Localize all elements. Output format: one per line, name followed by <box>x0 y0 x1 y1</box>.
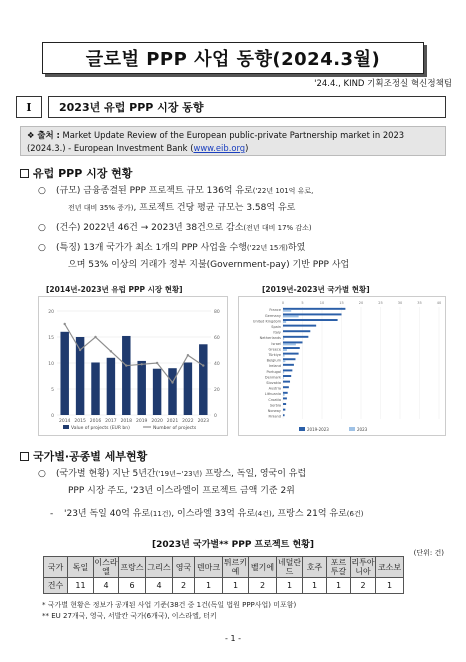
bar <box>137 361 145 415</box>
line-point <box>141 363 143 365</box>
table-cell-country: 영국 <box>173 557 195 578</box>
page-number: - 1 - <box>225 634 241 643</box>
bar <box>283 315 299 317</box>
x-tick-label: 40 <box>436 301 442 305</box>
y-tick-label: Denmark <box>264 375 281 380</box>
y-tick-label: Germany <box>264 313 281 318</box>
bar <box>283 343 296 345</box>
table-cell-country: 독일 <box>68 557 94 578</box>
bar <box>283 414 285 416</box>
legend-label: 2019-2023 <box>307 427 329 432</box>
chart1-frame <box>38 296 228 436</box>
y-tick-label: Lithuania <box>264 392 281 397</box>
bar <box>168 368 176 415</box>
y-tick-label: United Kingdom <box>252 319 281 324</box>
y-tick-label: Greece <box>268 347 281 352</box>
y-tick-label: Croatia <box>268 397 281 402</box>
country-count-table <box>43 556 404 594</box>
x-tick-label: 20 <box>358 301 364 305</box>
bar <box>283 321 286 323</box>
reference-link[interactable]: www.eib.org <box>193 143 246 153</box>
table-cell-country: 튀르키예 <box>223 558 248 576</box>
country-chart <box>239 297 447 437</box>
table-cell-count: 1 <box>303 578 327 594</box>
legend-swatch <box>349 427 355 431</box>
section-number: Ⅰ <box>16 96 42 118</box>
table-cell-country: 이스라엘 <box>94 558 118 576</box>
reference-box <box>20 126 446 156</box>
bar <box>283 375 291 377</box>
bar <box>283 364 294 366</box>
bar <box>153 369 161 415</box>
table-count-row <box>44 578 404 594</box>
bar <box>283 341 303 343</box>
table-cell-country: 리투아니아 <box>351 558 375 576</box>
x-tick-label: 10 <box>319 301 325 305</box>
bar <box>283 377 284 379</box>
y-tick-label: 20 <box>48 310 54 315</box>
y-tick-label: 10 <box>48 362 54 367</box>
section-header <box>16 96 446 118</box>
x-tick-label: 2015 <box>74 419 86 424</box>
x-tick-label: 30 <box>397 301 403 305</box>
table-cell-count: 4 <box>94 578 119 594</box>
line-point <box>202 364 204 366</box>
source-line: '24.4., KIND 기획조정실 혁신정책팀 <box>314 79 452 89</box>
bar <box>283 358 295 360</box>
bar <box>283 360 285 362</box>
table-cell-count: 1 <box>327 578 351 594</box>
x-tick-label: 15 <box>339 301 344 305</box>
x-tick-label: 2023 <box>197 419 210 424</box>
x-tick-label: 35 <box>417 301 422 305</box>
bullet-feature: ○ (특징) 13개 국가가 최소 1개의 PPP 사업을 수행('22년 15개)하였 으며 53% 이상의 거래가 정부 지불(Government-pay) 기반 PPP 사업 <box>38 243 350 270</box>
y-tick-label: Slovakia <box>266 381 281 385</box>
y-tick-label: Finland <box>268 414 281 419</box>
chart2-title: [2019년-2023년 국가별 현황] <box>262 285 370 294</box>
footnote-2: ** EU 27개국, 영국, 서발칸 국가(6개국), 이스라엘, 터키 <box>42 612 217 620</box>
legend-label: 2023 <box>357 427 368 432</box>
bar <box>283 355 285 357</box>
bar <box>283 403 286 405</box>
y-tick-label: Norway <box>267 409 281 413</box>
table-cell-count: 6 <box>119 578 146 594</box>
square-bullet-icon <box>20 452 29 461</box>
bar <box>283 338 284 340</box>
legend-swatch <box>63 425 69 429</box>
bar <box>122 336 130 415</box>
reference-suffix: ) <box>245 143 249 153</box>
table-cell-country: 네덜란드 <box>277 558 302 576</box>
y-tick-label: 5 <box>51 388 54 393</box>
chart1-title: [2014년-2023년 유럽 PPP 시장 현황] <box>46 285 183 294</box>
bar <box>283 313 342 315</box>
y2-tick-label: 60 <box>214 336 220 341</box>
line-point <box>94 336 96 338</box>
table-unit: (단위: 건) <box>413 549 444 557</box>
x-tick-label: 2018 <box>120 419 133 424</box>
bar <box>107 358 115 415</box>
y-tick-label: Belgium <box>266 358 281 363</box>
table-cell-count: 2 <box>173 578 195 594</box>
x-tick-label: 2021 <box>166 419 179 424</box>
page-title: 글로벌 PPP 사업 동향(2024.3월) <box>85 49 381 70</box>
bar <box>283 409 285 411</box>
y-tick-label: Austria <box>268 386 281 391</box>
x-tick-label: 25 <box>378 301 383 305</box>
bar <box>283 386 289 388</box>
y2-tick-label: 0 <box>214 414 217 419</box>
line-point <box>110 350 112 352</box>
line-point <box>64 323 66 325</box>
legend-label: Value of projects (EUR bn) <box>71 426 130 431</box>
y-tick-label: Israel <box>271 341 281 346</box>
bar <box>60 332 68 415</box>
table-cell-count: 2 <box>351 578 376 594</box>
table-title: [2023년 국가별** PPP 프로젝트 현황] <box>152 540 314 550</box>
x-tick-label: 2014 <box>58 419 71 424</box>
y-tick-label: Türkiye <box>268 353 281 357</box>
y2-tick-label: 40 <box>214 362 220 367</box>
x-tick-label: 0 <box>281 301 285 305</box>
x-tick-label: 2019 <box>135 419 148 424</box>
heading-europe-ppp: 유럽 PPP 시장 현황 <box>20 165 132 181</box>
line-point <box>125 364 127 366</box>
page-title-box <box>42 42 424 74</box>
table-cell-country: 호주 <box>303 557 327 578</box>
x-tick-label: 2022 <box>182 419 194 424</box>
line-point <box>187 354 189 356</box>
table-cell-country: 코소보 <box>376 557 404 578</box>
table-cell-count: 1 <box>223 578 249 594</box>
y2-tick-label: 80 <box>214 310 220 315</box>
bar <box>283 349 287 351</box>
legend-swatch <box>299 427 305 431</box>
bar <box>283 310 291 312</box>
y-tick-label: Ireland <box>268 364 281 369</box>
table-cell-country: 덴마크 <box>195 557 223 578</box>
y2-tick-label: 20 <box>214 388 220 393</box>
bar <box>283 325 316 327</box>
bar <box>283 369 292 371</box>
x-tick-label: 2017 <box>105 419 117 424</box>
y-tick-label: Serbia <box>269 403 281 408</box>
table-header-row <box>44 557 404 578</box>
table-cell-count: 2 <box>249 578 277 594</box>
bar <box>283 353 299 355</box>
y-tick-label: Italy <box>273 330 281 335</box>
table-row-header: 건수 <box>44 578 68 594</box>
bar <box>283 397 287 399</box>
table-cell-country: 포르투갈 <box>327 557 351 578</box>
table-cell-country: 그리스 <box>146 557 173 578</box>
table-cell-count: 11 <box>68 578 94 594</box>
bar <box>184 362 192 415</box>
table-cell-country: 벨기에 <box>249 557 277 578</box>
table-cell-count: 1 <box>376 578 404 594</box>
section-title: 2023년 유럽 PPP 시장 동향 <box>48 96 446 118</box>
line-point <box>79 349 81 351</box>
table-cell-country: 프랑스 <box>119 557 146 578</box>
line-point <box>171 381 173 383</box>
square-bullet-icon <box>20 169 29 178</box>
x-tick-label: 2020 <box>151 419 163 424</box>
y-tick-label: Portugal <box>266 369 281 374</box>
bullet-count: ○ (건수) 2022년 46건 → 2023년 38건으로 감소(전년 대비 17% 감소) <box>38 223 312 233</box>
bullet-country-status: ○ (국가별 현황) 지난 5년간('19년~'23년) 프랑스, 독일, 영국이 유럽 PPP 시장 주도, '23년 이스라엘이 프로젝트 금액 기준 2위 <box>38 469 307 496</box>
y-tick-label: 0 <box>51 414 54 419</box>
bar <box>283 392 288 394</box>
line-point <box>156 362 158 364</box>
bar <box>283 394 285 396</box>
x-tick-label: 2016 <box>89 419 102 424</box>
bullet-2023-values: - '23년 독일 40억 유로(11건), 이스라엘 33억 유로(4건), 프랑스 21억 유로(6건) <box>50 509 364 519</box>
heading-country-sector: 국가별·공종별 세부현황 <box>20 448 147 464</box>
series-line <box>65 324 204 383</box>
table-cell-count: 1 <box>195 578 223 594</box>
y-tick-label: France <box>269 308 281 313</box>
y-tick-label: 15 <box>48 336 54 341</box>
bullet-scale: ○ (규모) 금융종결된 PPP 프로젝트 규모 136억 유로('22년 101억 유로, 전년 대비 35% 증가), 프로젝트 건당 평균 규모는 3.58억 유로 <box>38 186 314 213</box>
chart2-frame <box>238 296 446 436</box>
bar <box>283 381 290 383</box>
y-tick-label: Spain <box>271 325 281 329</box>
bar <box>283 319 338 321</box>
table-cell-count: 4 <box>146 578 173 594</box>
table-row-header: 국가 <box>44 557 68 578</box>
bar <box>283 308 345 310</box>
bar <box>283 371 284 373</box>
bar <box>199 344 207 415</box>
bar <box>283 330 310 332</box>
legend-label: Number of projects <box>153 426 197 431</box>
bar <box>283 347 300 349</box>
table-cell-count: 1 <box>277 578 303 594</box>
bar <box>76 337 84 415</box>
bar <box>283 336 308 338</box>
footnote-1: * 국가별 현황은 정보가 공개된 사업 기준(38건 중 1건(독일 법원 PPP사업) 미포함) <box>42 601 297 609</box>
reference-text: Market Update Review of the European public-private Partnership market in 2023 (2024.3.) - European Investment Bank ( <box>27 130 405 153</box>
bar <box>91 362 99 415</box>
y-tick-label: Netherlands <box>259 336 281 341</box>
reference-prefix: ❖ 출처 : <box>27 130 60 140</box>
market-trend-chart <box>39 297 229 437</box>
x-tick-label: 5 <box>301 301 304 305</box>
